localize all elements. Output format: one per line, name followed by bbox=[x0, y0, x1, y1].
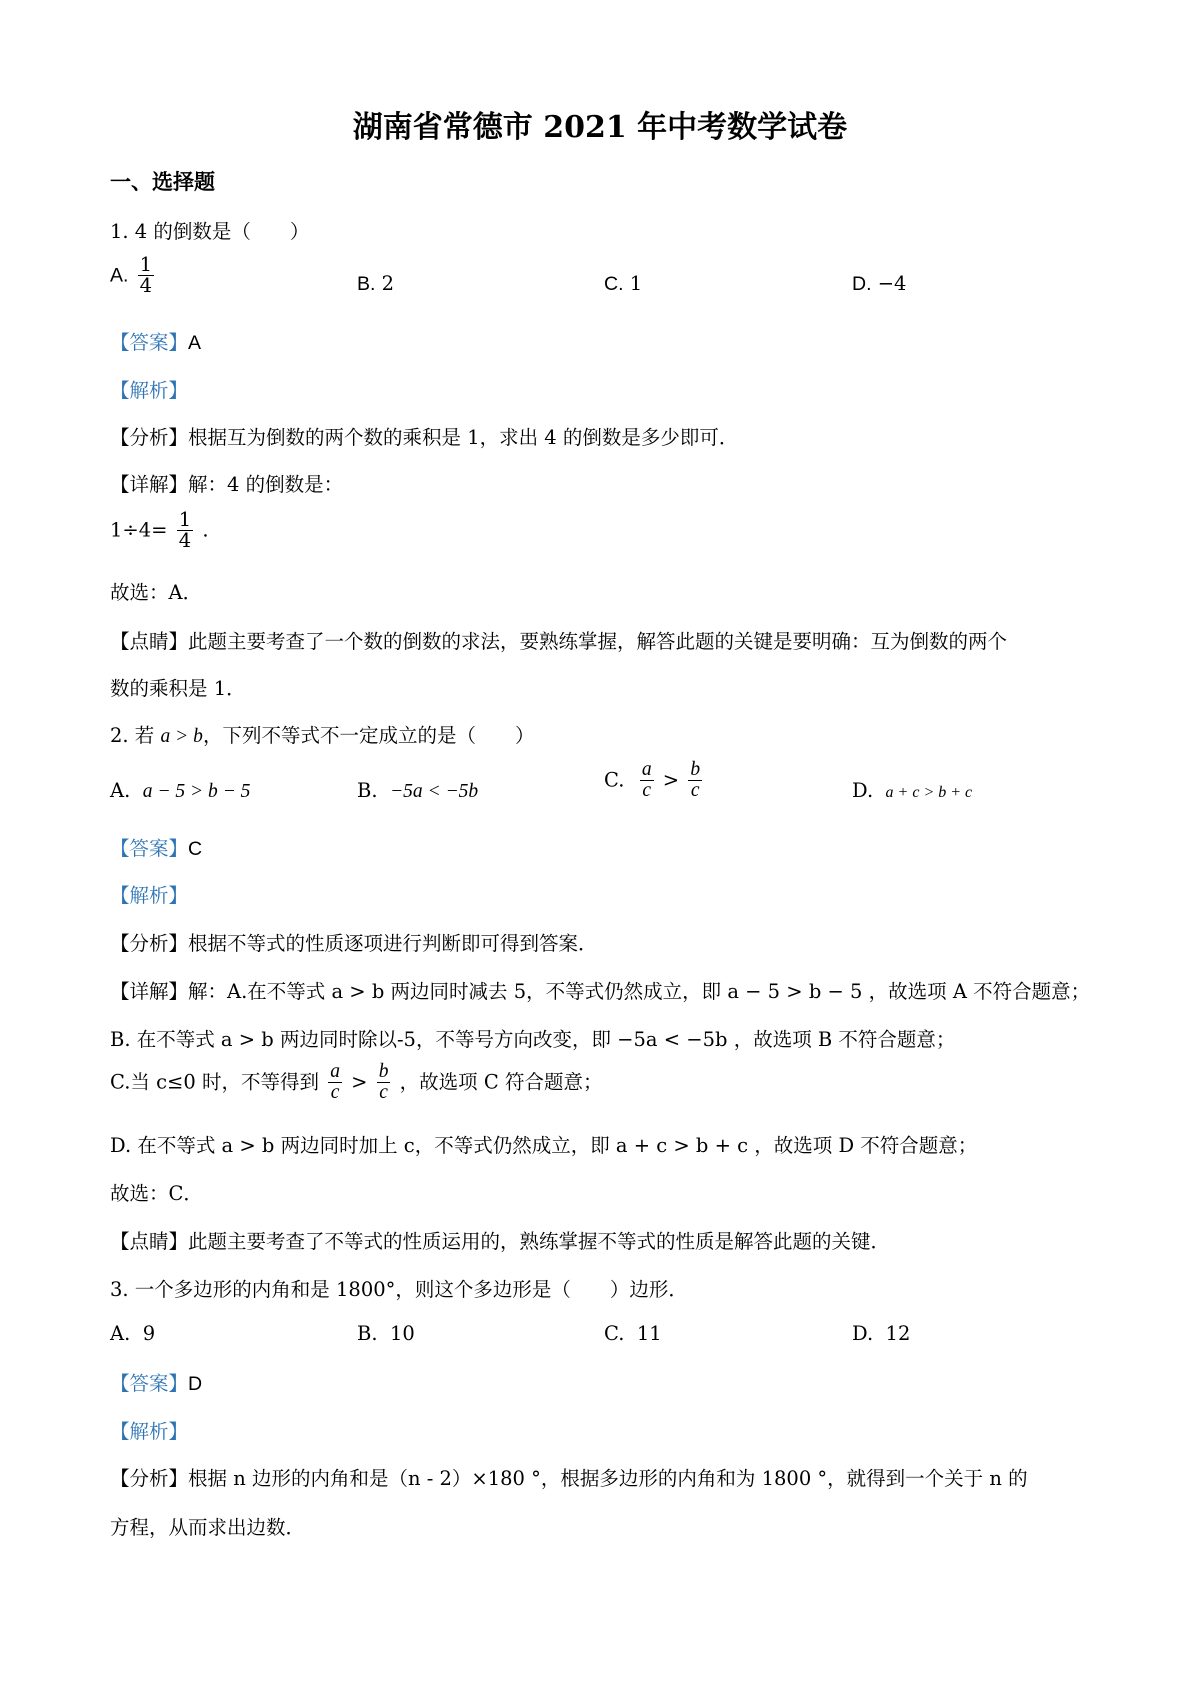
section-heading: 一、选择题 bbox=[110, 169, 215, 194]
q1-answer bbox=[110, 327, 201, 355]
q1-option-b bbox=[357, 272, 394, 296]
q3-option-b-text: 10 bbox=[389, 1322, 415, 1345]
q3-analysis-2: 方程，从而求出边数． bbox=[110, 1516, 306, 1539]
q1-option-c bbox=[604, 272, 642, 296]
q2-option-c-frac-1 bbox=[640, 760, 654, 802]
q1-option-a-fraction bbox=[138, 255, 154, 297]
q2-stem-math: a > b bbox=[160, 726, 203, 747]
q3-option-c-label: C. bbox=[604, 1322, 625, 1345]
q2-option-b bbox=[357, 779, 478, 803]
q2-detail-c-num-2: b bbox=[378, 1061, 389, 1082]
q2-option-b-label: B. bbox=[357, 779, 378, 802]
q3-answer-value: D bbox=[188, 1373, 203, 1395]
q2-option-c-num-1: a bbox=[641, 759, 652, 780]
q2-detail-c-den-1: c bbox=[330, 1082, 340, 1104]
q3-analysis-1: 【分析】根据 n 边形的内角和是（n - 2）×180 °，根据多边形的内角和为 1800 °，就得到一个关于 n 的 bbox=[110, 1467, 1028, 1490]
q3-option-a bbox=[110, 1322, 155, 1345]
q1-detail: 【详解】解：4 的倒数是： bbox=[110, 473, 344, 496]
q2-option-c-den-1: c bbox=[642, 780, 652, 802]
q2-detail-c-frac-1 bbox=[328, 1062, 342, 1104]
q3-analysis-head: 【解析】 bbox=[110, 1420, 189, 1443]
q3-option-c bbox=[604, 1322, 662, 1345]
q2-detail-d: D. 在不等式 a > b 两边同时加上 c，不等式仍然成立，即 a + c > b + c ，故选项 D 不符合题意； bbox=[110, 1134, 978, 1157]
q1-analysis-head: 【解析】 bbox=[110, 379, 189, 402]
q2-detail-c-op: > bbox=[351, 1070, 368, 1094]
q2-option-d-text: a + c > b + c bbox=[885, 784, 973, 801]
page-title: 湖南省常德市 2021 年中考数学试卷 bbox=[352, 110, 848, 145]
q1-option-d bbox=[852, 272, 906, 296]
q2-option-c-den-2: c bbox=[690, 780, 700, 802]
q2-detail-b: B. 在不等式 a > b 两边同时除以-5，不等号方向改变，即 −5a < −5b ，故选项 B 不符合题意； bbox=[110, 1028, 956, 1051]
q1-calc-suffix: . bbox=[202, 518, 209, 542]
q1-answer-value: A bbox=[188, 332, 202, 354]
q1-option-c-text: 1 bbox=[629, 272, 643, 295]
q1-option-b-label: B. bbox=[357, 273, 376, 295]
q2-option-c-frac-2 bbox=[688, 760, 702, 802]
q2-option-c-label: C. bbox=[604, 768, 625, 792]
q1-option-a-num: 1 bbox=[139, 253, 153, 276]
q2-option-a-text: a − 5 > b − 5 bbox=[142, 781, 251, 802]
q3-option-a-label: A. bbox=[110, 1322, 131, 1345]
q2-stem bbox=[110, 720, 534, 748]
q2-option-b-text: −5a < −5b bbox=[389, 781, 479, 802]
q2-detail-c-num-1: a bbox=[330, 1061, 340, 1082]
q1-calc-prefix: 1÷4= bbox=[110, 518, 168, 542]
q2-analysis-head: 【解析】 bbox=[110, 884, 189, 907]
q2-answer bbox=[110, 833, 202, 861]
q2-detail-c-suffix: ，故选项 C 符合题意； bbox=[399, 1070, 603, 1094]
q1-comment-2: 数的乘积是 1． bbox=[110, 677, 246, 700]
q2-option-c bbox=[604, 760, 705, 802]
q1-option-a bbox=[110, 255, 157, 297]
q1-option-a-den: 4 bbox=[139, 274, 153, 298]
q2-comment: 【点睛】此题主要考查了不等式的性质运用的，熟练掌握不等式的性质是解答此题的关键． bbox=[110, 1230, 891, 1253]
q3-option-c-text: 11 bbox=[636, 1322, 662, 1345]
q2-detail-c-den-2: c bbox=[379, 1082, 388, 1104]
q2-stem-suffix: ，下列不等式不一定成立的是（ ） bbox=[202, 724, 535, 747]
q3-option-d-label: D. bbox=[852, 1322, 874, 1345]
q2-option-a-label: A. bbox=[110, 779, 131, 802]
q2-detail-a: 【详解】解：A.在不等式 a > b 两边同时减去 5，不等式仍然成立，即 a − 5 > b − 5 ，故选项 A 不符合题意； bbox=[110, 980, 1091, 1003]
q2-choose: 故选：C． bbox=[110, 1182, 203, 1205]
q1-option-a-label: A. bbox=[110, 264, 129, 287]
q1-choose: 故选：A． bbox=[110, 581, 203, 604]
q1-stem: 1. 4 的倒数是（ ） bbox=[110, 220, 310, 243]
q2-answer-value: C bbox=[188, 838, 203, 860]
q3-option-d-text: 12 bbox=[885, 1322, 911, 1345]
q1-option-d-text: −4 bbox=[877, 272, 907, 295]
q1-calc-fraction bbox=[177, 510, 193, 552]
q2-detail-c-prefix: C.当 c≤0 时，不等得到 bbox=[110, 1070, 319, 1094]
q3-option-d bbox=[852, 1322, 910, 1345]
q2-option-d-label: D. bbox=[852, 779, 874, 802]
q3-option-b bbox=[357, 1322, 415, 1345]
q2-detail-c bbox=[110, 1062, 602, 1104]
q1-calc-num: 1 bbox=[178, 508, 192, 531]
q3-option-a-text: 9 bbox=[142, 1322, 156, 1345]
q2-option-a bbox=[110, 779, 250, 803]
q1-calc-den: 4 bbox=[178, 529, 192, 553]
q3-answer bbox=[110, 1368, 202, 1396]
q2-stem-prefix: 2. 若 bbox=[110, 724, 155, 747]
q1-answer-tag: 【答案】 bbox=[110, 331, 189, 354]
q2-option-d bbox=[852, 779, 972, 802]
q1-comment-1: 【点睛】此题主要考查了一个数的倒数的求法，要熟练掌握，解答此题的关键是要明确：互为倒数的两个 bbox=[110, 630, 1008, 653]
q1-option-c-label: C. bbox=[604, 273, 624, 295]
q3-stem: 3. 一个多边形的内角和是 1800°，则这个多边形是（ ）边形． bbox=[110, 1278, 688, 1301]
q2-detail-c-frac-2 bbox=[377, 1062, 391, 1104]
q3-answer-tag: 【答案】 bbox=[110, 1372, 189, 1395]
q3-option-b-label: B. bbox=[357, 1322, 378, 1345]
q1-calc bbox=[110, 510, 209, 552]
q2-answer-tag: 【答案】 bbox=[110, 837, 189, 860]
q1-option-b-text: 2 bbox=[381, 272, 395, 295]
q1-option-d-label: D. bbox=[852, 273, 872, 295]
q2-option-c-op: > bbox=[662, 768, 680, 792]
q1-analysis: 【分析】根据互为倒数的两个数的乘积是 1，求出 4 的倒数是多少即可． bbox=[110, 426, 739, 449]
q2-option-c-num-2: b bbox=[690, 759, 701, 780]
q2-analysis: 【分析】根据不等式的性质逐项进行判断即可得到答案． bbox=[110, 932, 598, 955]
